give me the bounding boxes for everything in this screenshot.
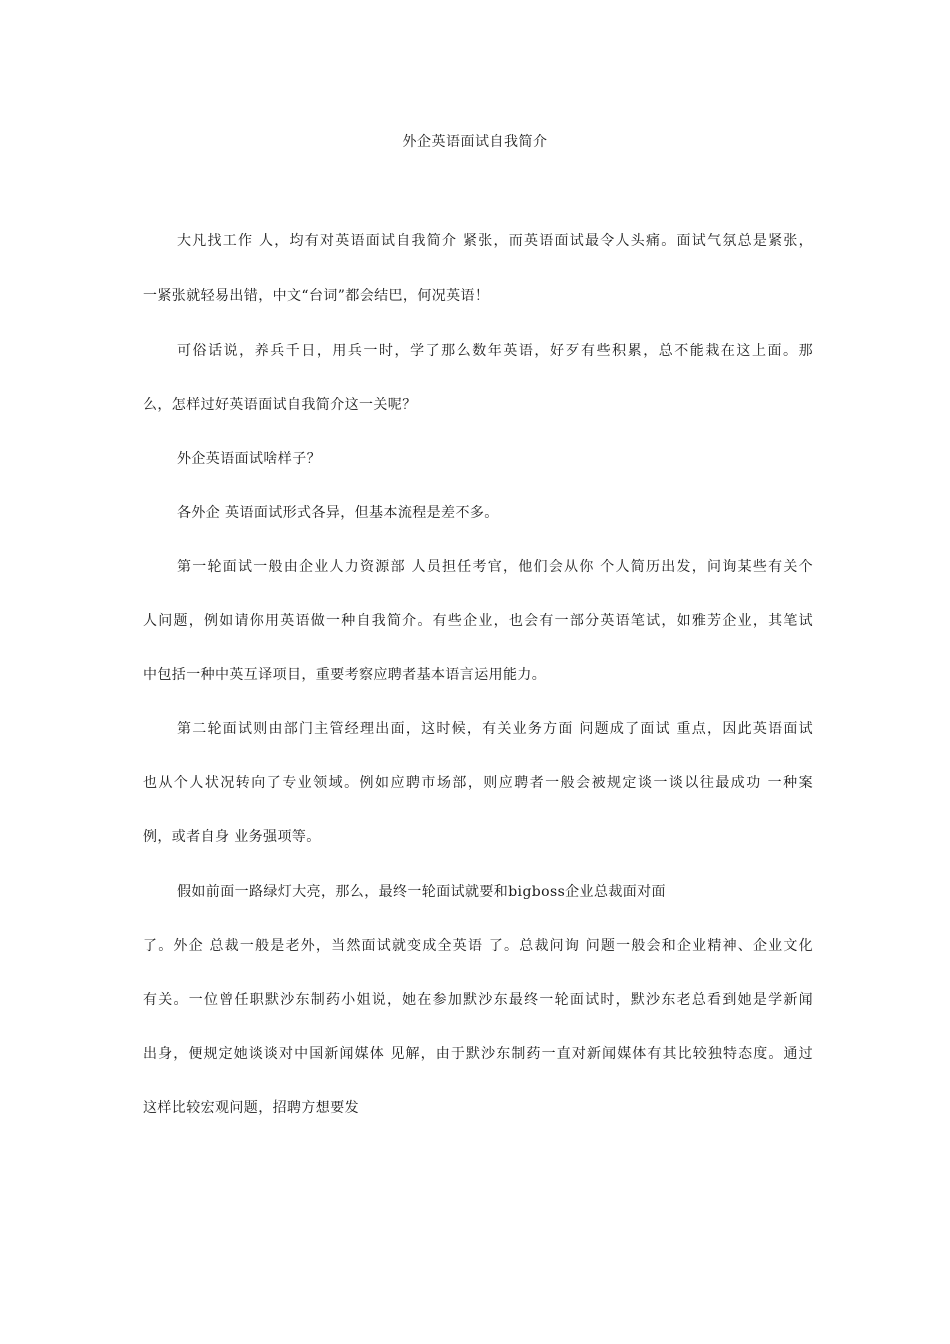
paragraph-line: 第一轮面试一般由企业人力资源部 人员担任考官，他们会从你 个人简历出发，问询某些有关个	[177, 559, 813, 575]
paragraph-line: 么，怎样过好英语面试自我简介这一关呢？	[143, 397, 417, 413]
paragraph-line: 可俗话说，养兵千日，用兵一时，学了那么数年英语，好歹有些积累，总不能栽在这上面。那	[177, 343, 813, 359]
paragraph-line: 也从个人状况转向了专业领域。例如应聘市场部，则应聘者一般会被规定谈一谈以往最成功 一种案	[143, 775, 813, 791]
document-title: 外企英语面试自我简介	[402, 134, 548, 150]
paragraph-line: 有关。一位曾任职默沙东制药小姐说，她在参加默沙东最终一轮面试时，默沙东老总看到她是学新闻	[143, 992, 813, 1008]
paragraph-line: 第二轮面试则由部门主管经理出面，这时候，有关业务方面 问题成了面试 重点，因此英语面试	[177, 721, 813, 737]
paragraph-line: 一紧张就轻易出错，中文“台词”都会结巴，何况英语！	[143, 288, 490, 304]
paragraph-line: 大凡找工作 人，均有对英语面试自我简介 紧张，而英语面试最令人头痛。面试气氛总是紧张，	[177, 233, 813, 249]
paragraph-line: 人问题，例如请你用英语做一种自我简介。有些企业，也会有一部分英语笔试，如雅芳企业，其笔试	[143, 613, 813, 629]
paragraph-line: 出身，便规定她谈谈对中国新闻媒体 见解，由于默沙东制药一直对新闻媒体有其比较独特态度。通过	[143, 1046, 813, 1062]
paragraph-line: 了。外企 总裁一般是老外，当然面试就变成全英语 了。总裁问询 问题一般会和企业精神、企业文化	[143, 938, 813, 954]
section-heading: 外企英语面试啥样子？	[177, 451, 321, 467]
paragraph-line: 这样比较宏观问题，招聘方想要发	[143, 1100, 359, 1116]
paragraph-line: 例，或者自身 业务强项等。	[143, 829, 321, 845]
paragraph-line: 中包括一种中英互译项目，重要考察应聘者基本语言运用能力。	[143, 667, 547, 683]
paragraph-line: 假如前面一路绿灯大亮，那么，最终一轮面试就要和bigboss企业总裁面对面	[177, 884, 666, 900]
paragraph-line: 各外企 英语面试形式各异，但基本流程是差不多。	[177, 505, 499, 521]
